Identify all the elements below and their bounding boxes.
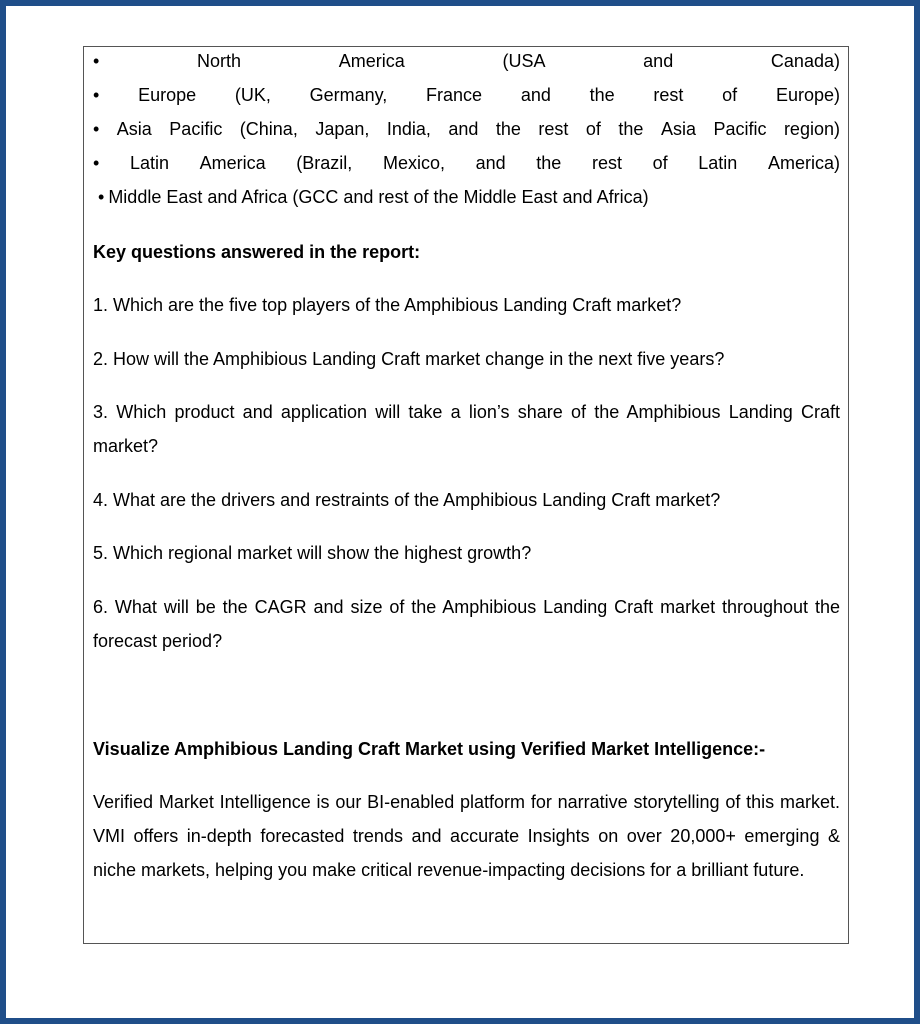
question-item: 2. How will the Amphibious Landing Craft market change in the next five years? (93, 349, 725, 369)
region-word: North (197, 51, 242, 71)
region-word: (Brazil, (296, 153, 353, 173)
region-word: Asia (116, 119, 152, 139)
region-word: Pacific (169, 119, 223, 139)
region-list (93, 44, 840, 214)
region-word: and (520, 85, 551, 105)
question-item: 4. What are the drivers and restraints of the Amphibious Landing Craft market? (93, 490, 721, 510)
vmi-heading: Visualize Amphibious Landing Craft Market using Verified Market Intelligence:- (93, 739, 766, 759)
region-word: Europe) (775, 85, 840, 105)
bullet: • (93, 153, 100, 173)
region-word: and (643, 51, 674, 71)
region-word: Germany, (309, 85, 388, 105)
region-word: and (475, 153, 506, 173)
region-item-north-america (93, 44, 840, 78)
region-word: Latin (698, 153, 738, 173)
question-item: 3. Which product and application will take a lion’s share of the Amphibious Landing Craft market? (93, 402, 840, 456)
region-word: Japan, (315, 119, 370, 139)
key-questions-heading: Key questions answered in the report: (93, 242, 421, 262)
region-word: and (448, 119, 479, 139)
region-word: rest (653, 85, 684, 105)
region-word: the (618, 119, 644, 139)
region-word: rest (538, 119, 569, 139)
bullet: • (98, 187, 105, 207)
question-item: 1. Which are the five top players of the Amphibious Landing Craft market? (93, 295, 682, 315)
region-item-latin-america (93, 146, 840, 180)
region-word: of (652, 153, 668, 173)
region-word: America (338, 51, 405, 71)
region-item-asia-pacific (93, 112, 840, 146)
region-word: Mexico, (382, 153, 445, 173)
region-word: (China, (239, 119, 298, 139)
content-box (83, 46, 849, 944)
region-word: the (536, 153, 562, 173)
region-word: Europe (138, 85, 197, 105)
region-item-europe (93, 78, 840, 112)
bullet: • (93, 51, 100, 71)
region-word: rest (591, 153, 622, 173)
region-word: Pacific (713, 119, 767, 139)
region-word: Canada) (770, 51, 840, 71)
region-word: America (199, 153, 266, 173)
region-word: of (722, 85, 738, 105)
region-item-middle-east-africa (93, 180, 840, 214)
region-word: (USA (502, 51, 546, 71)
region-word: America) (767, 153, 840, 173)
region-word: France (426, 85, 483, 105)
region-word: of (585, 119, 601, 139)
question-item: 6. What will be the CAGR and size of the Amphibious Landing Craft market throughout the forecast period? (93, 597, 840, 651)
region-word: Latin (129, 153, 169, 173)
region-word: (UK, (234, 85, 271, 105)
region-word: region) (783, 119, 840, 139)
question-item: 5. Which regional market will show the highest growth? (93, 543, 532, 563)
bullet: • (93, 85, 100, 105)
vmi-body: Verified Market Intelligence is our BI-enabled platform for narrative storytelling of this market. VMI offers in-depth forecasted trends and accurate Insights on over 20,000+ emerging & niche markets, helping you make critical revenue-impacting decisions for a brilliant future. (93, 792, 840, 880)
region-word: Asia (660, 119, 696, 139)
region-word: the (495, 119, 521, 139)
region-word: India, (386, 119, 431, 139)
region-word: the (589, 85, 615, 105)
bullet: • (93, 119, 100, 139)
region-text: Middle East and Africa (GCC and rest of the Middle East and Africa) (108, 187, 649, 207)
